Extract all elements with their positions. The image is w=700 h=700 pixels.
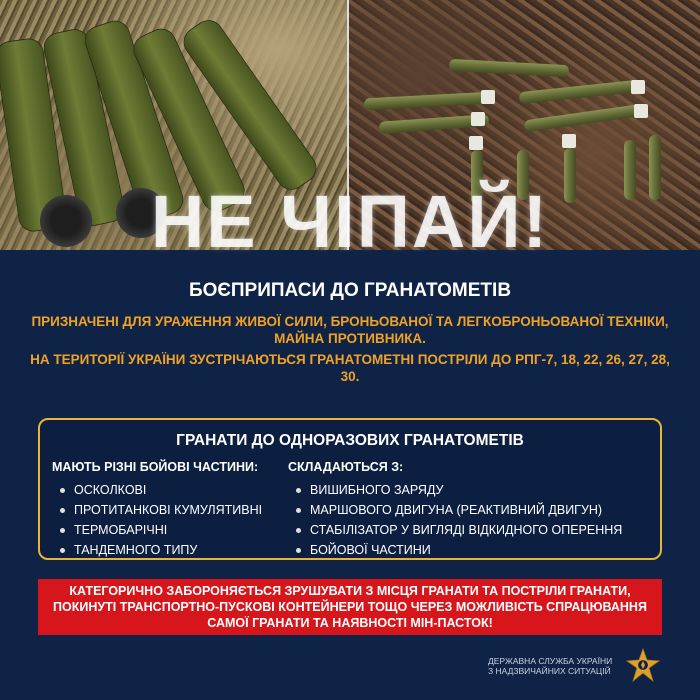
organization-name	[488, 656, 618, 676]
list-item	[288, 540, 658, 560]
grenade-shell	[364, 92, 494, 111]
warning-banner: КАТЕГОРИЧНО ЗАБОРОНЯЄТЬСЯ ЗРУШУВАТИ З МІСЦЯ ГРАНАТИ ТА ПОСТРІЛИ ГРАНАТИ, ПОКИНУТІ ТРАНСПОРТНО-ПУСКОВІ КОНТЕЙНЕРИ ТОЩО ЧЕРЕЗ МОЖЛИВІСТЬ СПРАЦЮВАННЯ САМОЇ ГРАНАТИ ТА НАЯВНОСТІ МІН-ПАСТОК!	[38, 579, 662, 635]
grenade-shell	[449, 59, 569, 77]
org-line-1: ДЕРЖАВНА СЛУЖБА УКРАЇНИ	[488, 656, 613, 666]
warheads-heading: МАЮТЬ РІЗНІ БОЙОВІ ЧАСТИНИ:	[52, 460, 259, 474]
list-item	[52, 480, 292, 500]
components-heading: СКЛАДАЮТЬСЯ З:	[288, 460, 404, 474]
list-item	[52, 540, 292, 560]
grenade-fin	[481, 90, 495, 104]
info-box-title: ГРАНАТИ ДО ОДНОРАЗОВИХ ГРАНАТОМЕТІВ	[176, 432, 524, 449]
bullet-icon	[60, 508, 65, 513]
list-item	[288, 480, 658, 500]
grenade-fin	[471, 112, 485, 126]
dsns-emblem-icon	[626, 648, 660, 682]
org-line-2: З НАДЗВИЧАЙНИХ СИТУАЦІЙ	[488, 666, 611, 676]
banner-headline: НЕ ЧІПАЙ!	[150, 180, 550, 263]
grenade-shell	[524, 104, 645, 133]
grenade-fin	[634, 104, 648, 118]
list-item-label: ПРОТИТАНКОВІ КУМУЛЯТИВНІ	[74, 503, 263, 517]
list-item	[288, 520, 658, 540]
list-item-label: ВИШИБНОГО ЗАРЯДУ	[310, 483, 444, 497]
bullet-icon	[60, 528, 65, 533]
bullet-icon	[296, 508, 301, 513]
bullet-icon	[60, 488, 65, 493]
list-item-label: СТАБІЛІЗАТОР У ВИГЛЯДІ ВІДКИДНОГО ОПЕРЕННЯ	[310, 523, 623, 537]
warheads-column	[52, 460, 292, 560]
grenade-shell	[519, 80, 640, 104]
list-item	[288, 500, 658, 520]
grenade-fin	[631, 80, 645, 94]
list-item-label: ТЕРМОБАРІЧНІ	[74, 523, 168, 537]
list-item-label: ТАНДЕМНОГО ТИПУ	[74, 543, 198, 557]
bullet-icon	[296, 488, 301, 493]
list-item	[52, 520, 292, 540]
list-item-label: ОСКОЛКОВІ	[74, 483, 147, 497]
grenade-fin	[562, 134, 576, 148]
list-item	[52, 500, 292, 520]
purpose-text: ПРИЗНАЧЕНІ ДЛЯ УРАЖЕННЯ ЖИВОЇ СИЛИ, БРОНЬОВАНОЇ ТА ЛЕГКОБРОНЬОВАНОЇ ТЕХНІКИ, МАЙНА ПРОТИВНИКА.	[31, 314, 669, 346]
bullet-icon	[296, 548, 301, 553]
info-box	[38, 418, 662, 560]
grenade-fin	[469, 136, 483, 150]
components-column	[288, 460, 658, 560]
bullet-icon	[60, 548, 65, 553]
bullet-icon	[296, 528, 301, 533]
list-item-label: МАРШОВОГО ДВИГУНА (РЕАКТИВНИЙ ДВИГУН)	[310, 503, 603, 517]
page-title: БОЄПРИПАСИ ДО ГРАНАТОМЕТІВ	[188, 280, 512, 301]
territory-text: НА ТЕРИТОРІЇ УКРАЇНИ ЗУСТРІЧАЮТЬСЯ ГРАНАТОМЕТНІ ПОСТРІЛИ ДО РПГ-7, 18, 22, 26, 27, 28, 30.	[30, 352, 670, 384]
list-item-label: БОЙОВОЇ ЧАСТИНИ	[310, 543, 431, 557]
